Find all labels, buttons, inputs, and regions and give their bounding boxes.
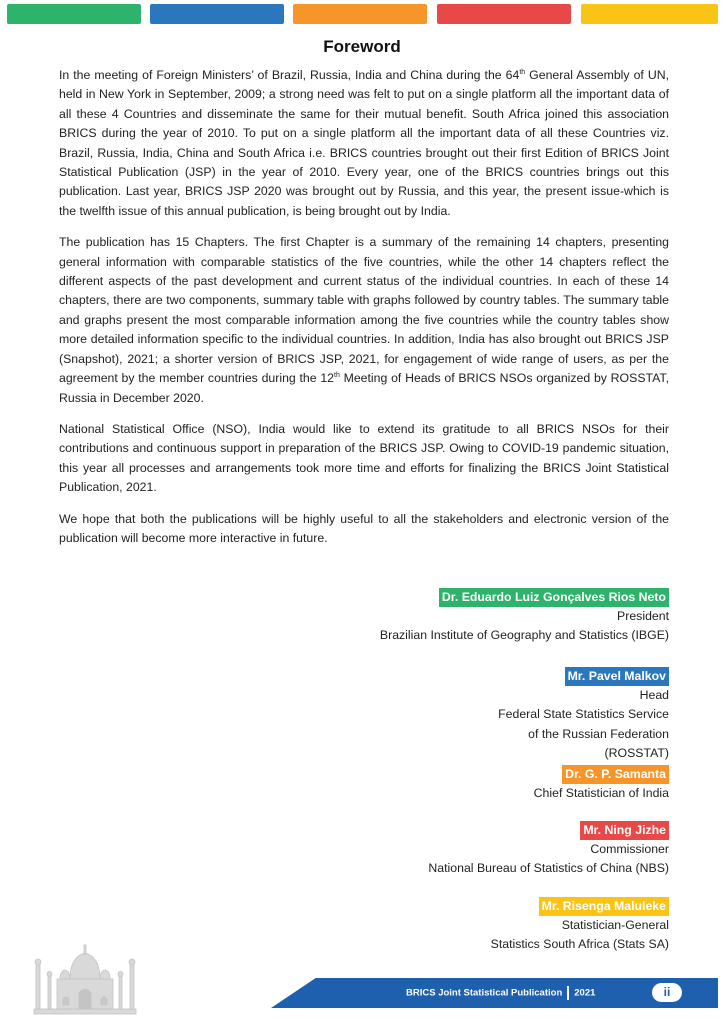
signatory-org: Statistics South Africa (Stats SA) [490,937,669,952]
signatory-title: Commissioner [590,842,669,856]
signatory-title: Statistician-General [561,918,669,932]
foreword-body [59,66,669,560]
signatory-name: Mr. Pavel Malkov [565,667,669,686]
signatory-name: Dr. Eduardo Luiz Gonçalves Rios Neto [439,588,669,607]
signatory-name: Mr. Risenga Maluleke [539,897,669,916]
header-band-yellow [581,4,718,24]
header-band-green [7,4,141,24]
footer-publication: BRICS Joint Statistical Publication 2021 [406,987,596,999]
paragraph-chapters: The publication has 15 Chapters. The first Chapter is a summary of the remaining 14 chapters, presenting general information with comparable statistics of the five countries, while the other 14 chapters reflect the different aspects of the past development and current status of the individual countries. In each of these 14 chapters, there are two components, summary table with graphs followed by country tables. The summary table and graphs present the most comparable information among the five countries while the country tables show more detailed information specific to the individual countries. In addition, India has also brought out BRICS JSP (Snapshot), 2021; a shorter version of BRICS JSP, 2021, for engagement of wide range of users, as per the agreement by the member countries during the 12th Meeting of Heads of BRICS NSOs organized by ROSSTAT, Russia in December 2020. [59,235,669,405]
signatory-org: of the Russian Federation [528,726,669,741]
signatory-name: Mr. Ning Jizhe [580,821,669,840]
signatory-russia [498,667,669,764]
signatory-india [534,765,669,803]
paragraph-history: In the meeting of Foreign Ministers’ of Brazil, Russia, India and China during the 64th General Assembly of UN, held in New York in September, 2009; a strong need was felt to put on a single platform all the important data of all these 4 Countries and disseminate the same for their mutual benefit. South Africa joined this association BRICS during the year of 2010. To put on a single platform all the important data of all these Countries viz. Brazil, Russia, India, China and South Africa i.e. BRICS countries brought out their first Edition of BRICS Joint Statistical Publication (JSP) in the year of 2010. Every year, one of the BRICS countries brings out this publication. Last year, BRICS JSP 2020 was brought out by Russia, and this year, the present issue-which is the twelfth issue of this annual publication, is being brought out by India. [59,68,670,218]
signatory-name: Dr. G. P. Samanta [562,765,669,784]
signatory-china [428,821,669,879]
signatory-south-africa [491,897,669,955]
paragraph-gratitude: National Statistical Office (NSO), India would like to extend its gratitude to all BRICS NSOs for their contributions and continuous support in preparation of the BRICS JSP. Owing to COVID-19 pandemic situation, this year all processes and arrangements took more time and efforts for finalizing the BRICS Joint Statistical Publication, 2021. [59,421,669,495]
signatory-org: Brazilian Institute of Geography and Statistics (IBGE) [379,628,669,643]
signatory-title: President [617,609,669,623]
signatory-org: Federal State Statistics Service [498,707,669,722]
taj-mahal-icon [30,935,140,1015]
signatory-title: Head [639,688,669,702]
signatory-org: (ROSSTAT) [604,746,669,761]
signatory-brazil [380,588,669,646]
header-band-orange [293,4,427,24]
paragraph-hope: We hope that both the publications will be highly useful to all the stakeholders and electronic version of the publication will become more interactive in future. [59,511,669,545]
header-band-red [437,4,571,24]
page-number: ii [652,983,682,1002]
header-band-blue [150,4,284,24]
signatory-org: National Bureau of Statistics of China (NBS) [428,861,669,876]
signatory-title: Chief Statistician of India [533,786,669,800]
page-title: Foreword [323,37,401,56]
